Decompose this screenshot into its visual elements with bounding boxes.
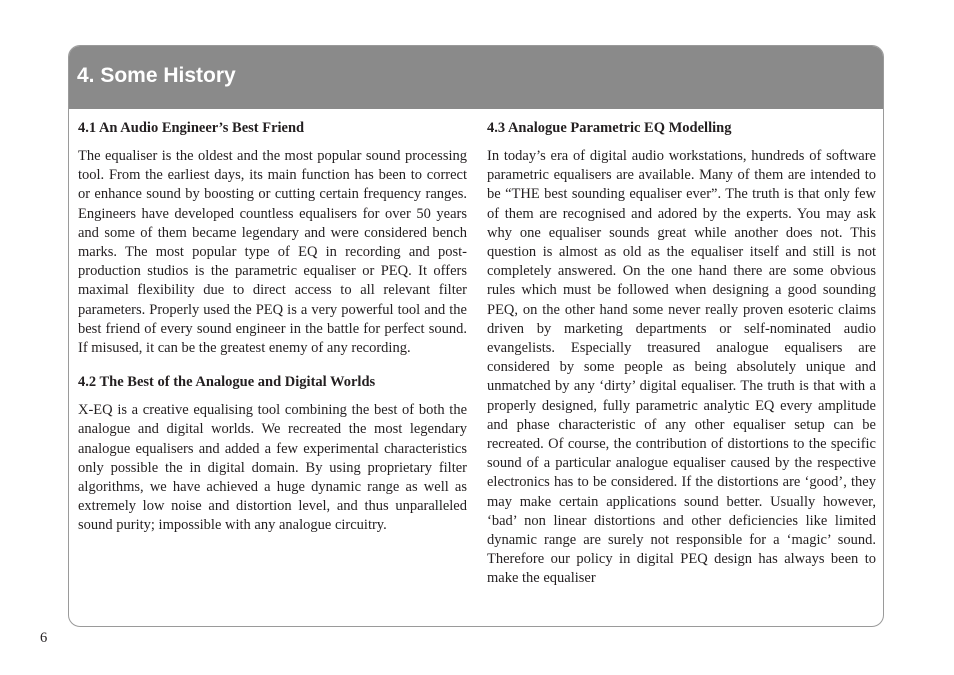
- section-4-2-body: X-EQ is a creative equalising tool combining the best of both the analogue and digital worlds. We recreated the most legendary analogue equalisers and added a few experimental characteristics only possible the in digital domain. By using proprietary filter algorithms, we have achieved a huge dynamic range as well as extremely low noise and distortion level, and thus unparalleled sound purity; impossible with any analogue circuitry.: [78, 402, 467, 534]
- section-4-2-heading: 4.2 The Best of the Analogue and Digital Worlds: [78, 374, 376, 391]
- section-title: 4. Some History: [77, 64, 236, 87]
- page-number: 6: [40, 630, 48, 646]
- right-column: [487, 118, 876, 589]
- section-header-bar: [69, 46, 883, 109]
- section-4-3-heading: 4.3 Analogue Parametric EQ Modelling: [487, 120, 732, 136]
- left-column: [78, 118, 467, 536]
- section-4-1-body: The equaliser is the oldest and the most popular sound processing tool. From the earliest days, its main function has been to correct or enhance sound by boosting or cutting certain frequency ranges. Engineers have developed countless equalisers for over 50 years and some of them became legendary and were considered bench marks. The most popular type of EQ in recording and post-production studios is the parametric equaliser or PEQ. It offers maximal flexibility due to direct access to all relevant filter parameters. Properly used the PEQ is a very powerful tool and the best friend of every sound engineer in the battle for perfect sound. If misused, it can be the greatest enemy of any recording.: [78, 148, 467, 357]
- section-4-3-body: In today’s era of digital audio workstations, hundreds of software parametric equalisers are available. Many of them are intended to be “THE best sounding equaliser ever”. The truth is that only few of them are recognised and adored by the experts. You may ask why one equaliser sounds great while another does not. This question is almost as old as the equaliser itself and still is not completely answered. On the one hand there are some obvious rules which must be followed when designing a good sounding PEQ, on the other hand some never really proven esoteric claims driven by marketing departments or self-nominated audio evangelists. Especially treasured analogue equalisers are considered by some people as being absolutely unique and unmatched by any ‘dirty’ digital equaliser. The truth is that with a properly designed, fully parametric analytic EQ every amplitude and phase characteristic of any other equaliser setup can be recreated. Of course, the contribution of distortions to the specific sound of a particular analogue equaliser caused by the respective electronics has to be considered. If the distortions are ‘good’, they may make certain applications sound better. Usually however, ‘bad’ non linear distortions and other deficiencies like limited dynamic range are surely not responsible for a ‘magic’ sound. Therefore our policy in digital PEQ design has always been to make the equaliser: [487, 148, 876, 587]
- section-4-1-heading: 4.1 An Audio Engineer’s Best Friend: [78, 120, 305, 136]
- content-panel: [68, 45, 884, 627]
